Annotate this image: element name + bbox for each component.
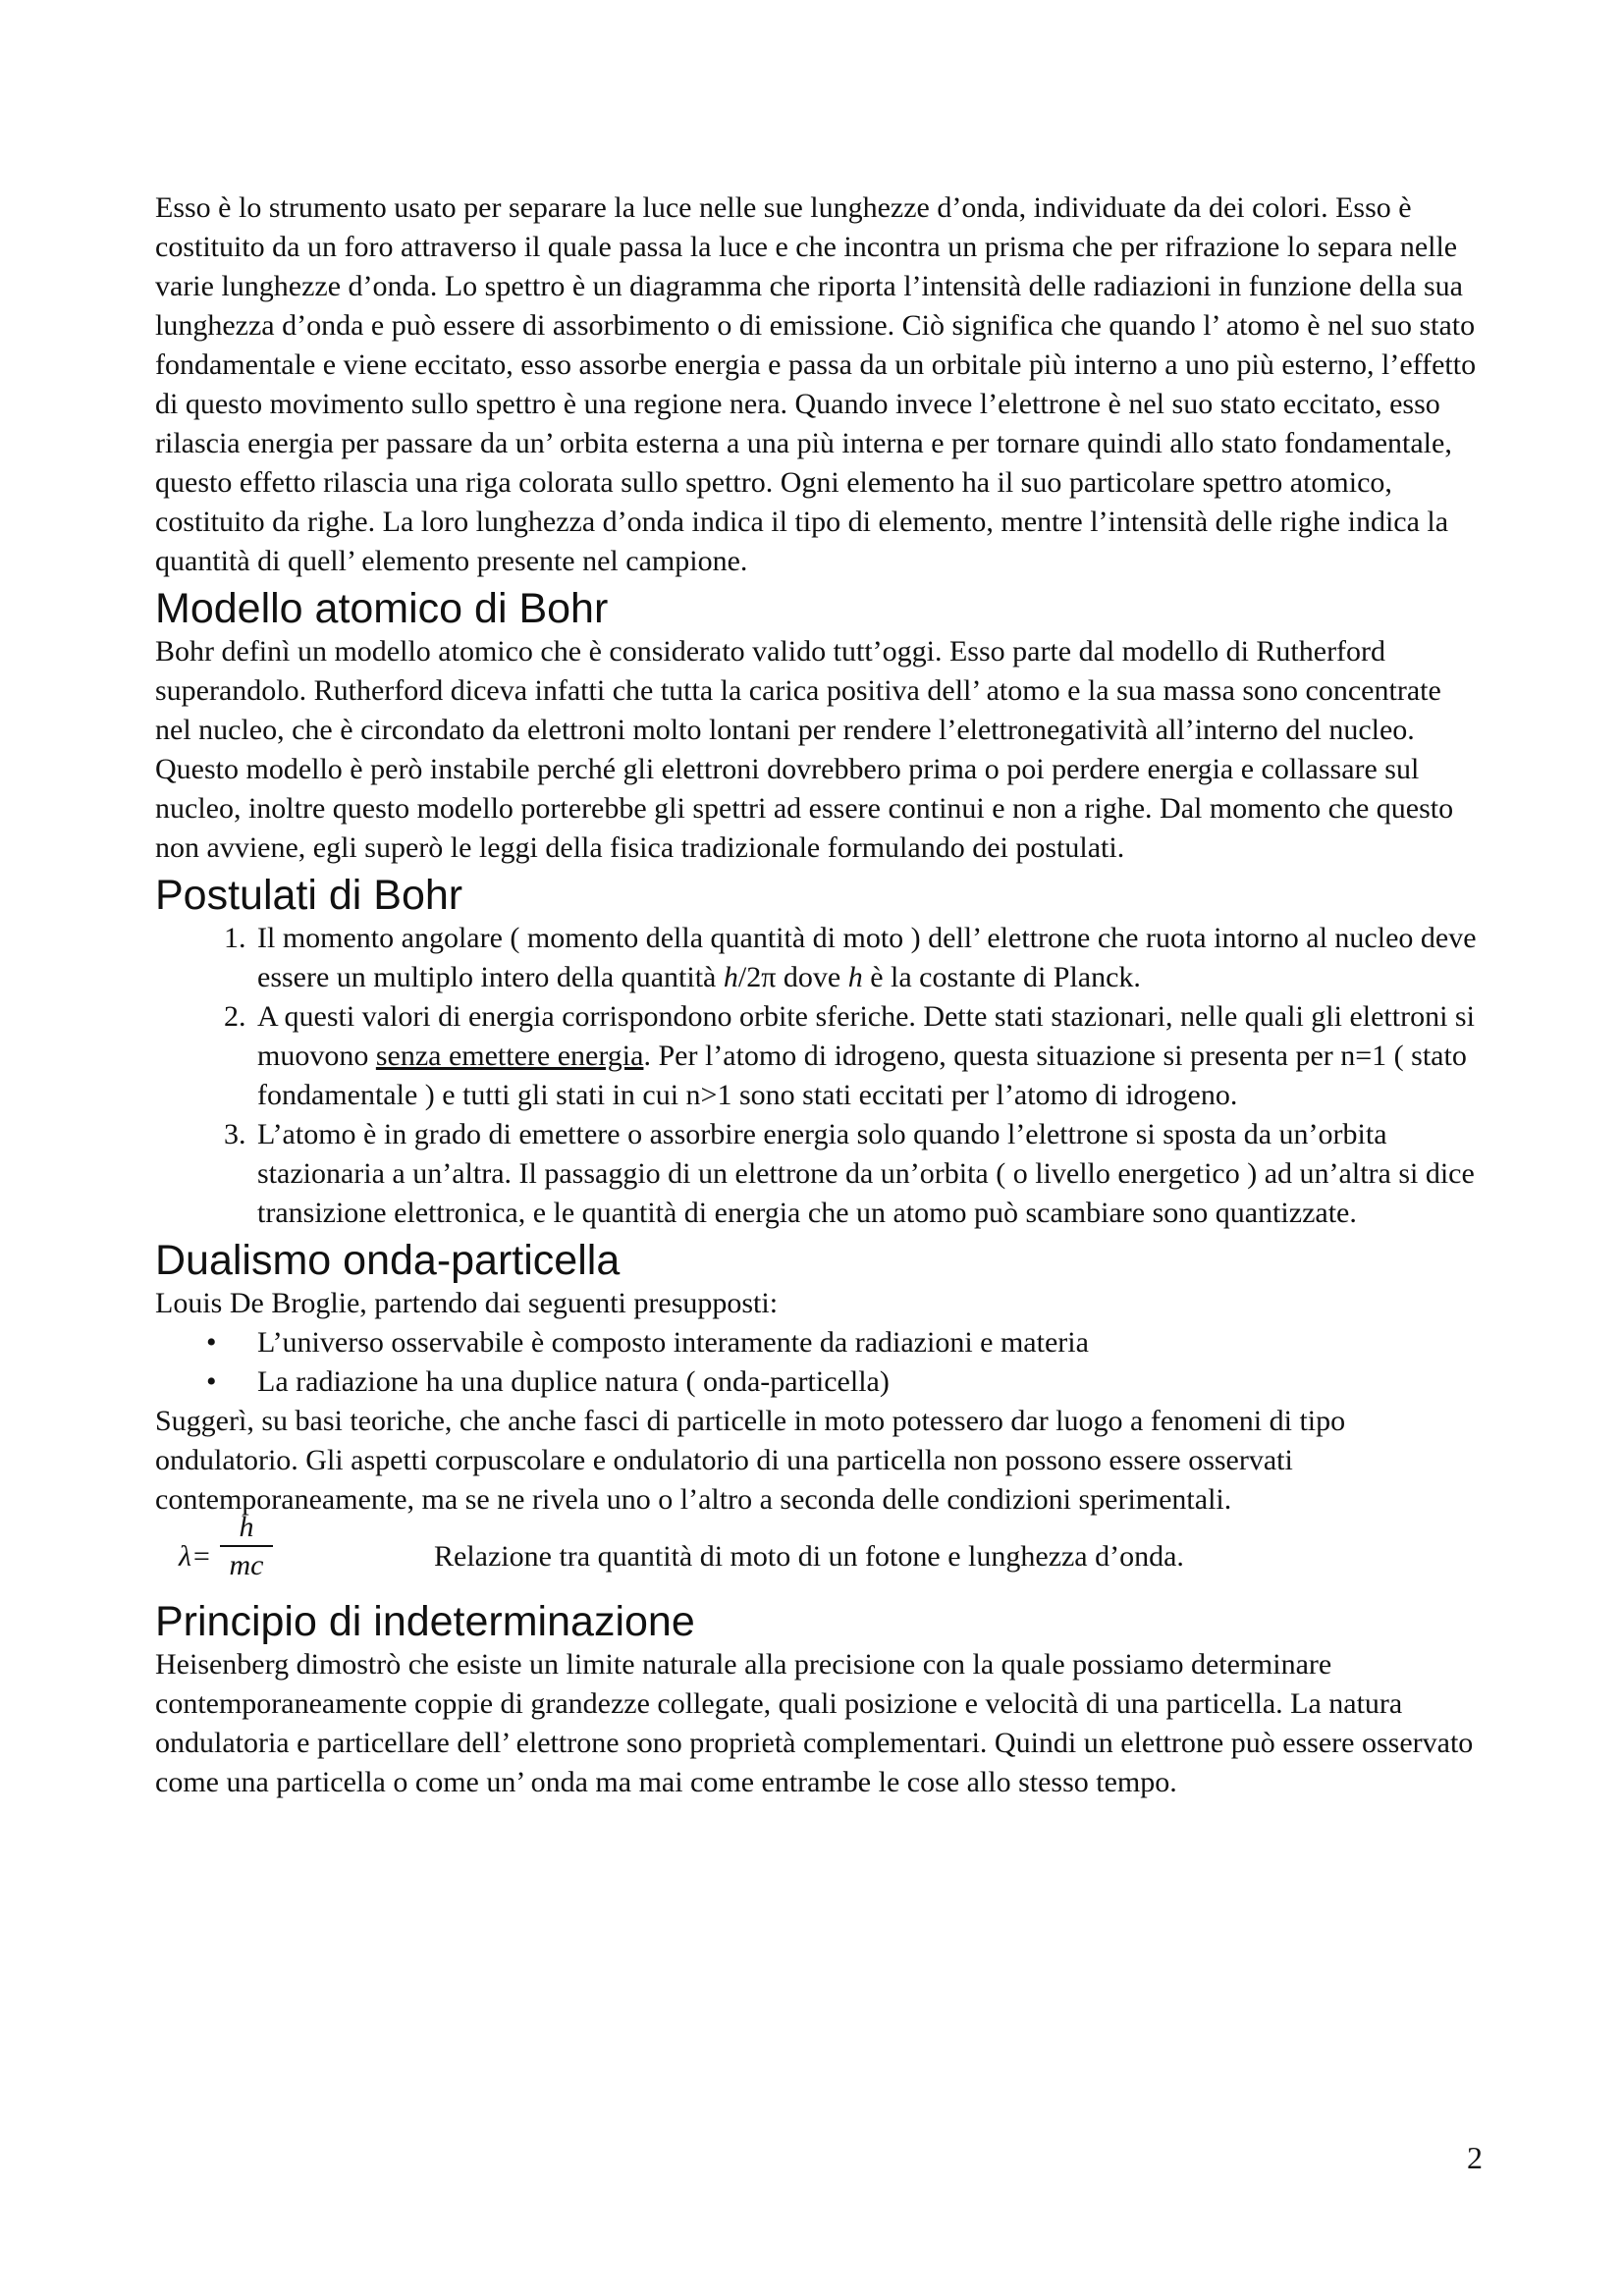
de-broglie-formula-row [155, 1511, 1481, 1588]
heading-wave-particle-duality: Dualismo onda-particella [155, 1237, 621, 1284]
formula-denominator: mc [229, 1549, 264, 1581]
bohr-model-paragraph: Bohr definì un modello atomico che è considerato valido tutt’oggi. Esso parte dal modello di Rutherford superandolo. Rutherford diceva infatti che tutta la carica positiva dell’ atomo e la sua massa sono concentrate nel nucleo, che è circondato da elettroni molto lontani per rendere l’elettronegatività all’interno del nucleo. Questo modello è però instabile perché gli elettroni dovrebbero prima o poi perdere energia e collassare sul nucleo, inoltre questo modello porterebbe gli spettri ad essere continui e non a righe. Dal momento che questo non avviene, egli superò le leggi della fisica tradizionale formulando dei postulati. [155, 635, 1454, 864]
duality-paragraph: Suggerì, su basi teoriche, che anche fasci di particelle in moto potessero dar luogo a fenomeni di tipo ondulatorio. Gli aspetti corpuscolare e ondulatorio di una particella non possono essere osservati contemporaneamente, ma se ne rivela uno o l’altro a seconda delle condizioni sperimentali. [155, 1405, 1346, 1516]
postulate-3: 3. L’atomo è in grado di emettere o assorbire energia solo quando l’elettrone si sposta da un’orbita stazionaria a un’altra. Il passaggio di un elettrone da un’orbita ( o livello energetico ) ad un’altra si dice transizione elettronica, e le quantità di energia che un atomo può scambiare sono quantizzate. [253, 1115, 1481, 1233]
formula-lambda: λ= [179, 1540, 212, 1573]
uncertainty-paragraph: Heisenberg dimostrò che esiste un limite naturale alla precisione con la quale possiamo determinare contemporaneamente coppie di grandezze collegate, quali posizione e velocità di una particella. La natura ondulatoria e particellare dell’ elettrone sono proprietà complementari. Quindi un elettrone può essere osservato come una particella o come un’ onda ma mai come entrambe le cose allo stesso tempo. [155, 1648, 1474, 1798]
postulate-1: 1. Il momento angolare ( momento della quantità di moto ) dell’ elettrone che ruota intorno al nucleo deve essere un multiplo intero della quantità h/2π dove h è la costante di Planck. [253, 919, 1481, 997]
postulate-2: 2. A questi valori di energia corrispondono orbite sferiche. Dette stati stazionari, nelle quali gli elettroni si muovono senza emettere energia. Per l’atomo di idrogeno, questa situazione si presenta per n=1 ( stato fondamentale ) e tutti gli stati in cui n>1 sono stati eccitati per l’atomo di idrogeno. [253, 997, 1481, 1115]
duality-lead: Louis De Broglie, partendo dai seguenti presupposti: [155, 1287, 779, 1319]
formula-fraction [220, 1510, 273, 1584]
heading-bohr-model: Modello atomico di Bohr [155, 585, 609, 632]
bullet-icon: • [206, 1326, 217, 1359]
list-item: • La radiazione ha una duplice natura ( onda-particella) [253, 1362, 1481, 1402]
list-item: • L’universo osservabile è composto interamente da radiazioni e materia [253, 1323, 1481, 1362]
bullet-icon: • [206, 1365, 217, 1398]
heading-uncertainty-principle: Principio di indeterminazione [155, 1598, 695, 1645]
page-number: 2 [1467, 2140, 1483, 2175]
document-page [155, 188, 1481, 1802]
heading-bohr-postulates: Postulati di Bohr [155, 872, 463, 919]
underlined-phrase: senza emettere energia [375, 1040, 644, 1072]
assumptions-list [155, 1323, 1481, 1402]
formula-caption: Relazione tra quantità di moto di un fotone e lunghezza d’onda. [434, 1540, 1184, 1573]
intro-paragraph: Esso è lo strumento usato per separare la luce nelle sue lunghezze d’onda, individuate da dei colori. Esso è costituito da un foro attraverso il quale passa la luce e che incontra un prisma che per rifrazione lo separa nelle varie lunghezze d’onda. Lo spettro è un diagramma che riporta l’intensità delle radiazioni in funzione della sua lunghezza d’onda e può essere di assorbimento o di emissione. Ciò significa che quando l’ atomo è nel suo stato fondamentale e viene eccitato, esso assorbe energia e passa da un orbitale più interno a uno più esterno, l’effetto di questo movimento sullo spettro è una regione nera. Quando invece l’elettrone è nel suo stato eccitato, esso rilascia energia per passare da un’ orbita esterna a una più interna e per tornare quindi allo stato fondamentale, questo effetto rilascia una riga colorata sullo spettro. Ogni elemento ha il suo particolare spettro atomico, costituito da righe. La loro lunghezza d’onda indica il tipo di elemento, mentre l’intensità delle righe indica la quantità di quell’ elemento presente nel campione. [155, 191, 1477, 577]
postulates-list [155, 919, 1481, 1233]
formula-numerator: h [239, 1511, 254, 1543]
